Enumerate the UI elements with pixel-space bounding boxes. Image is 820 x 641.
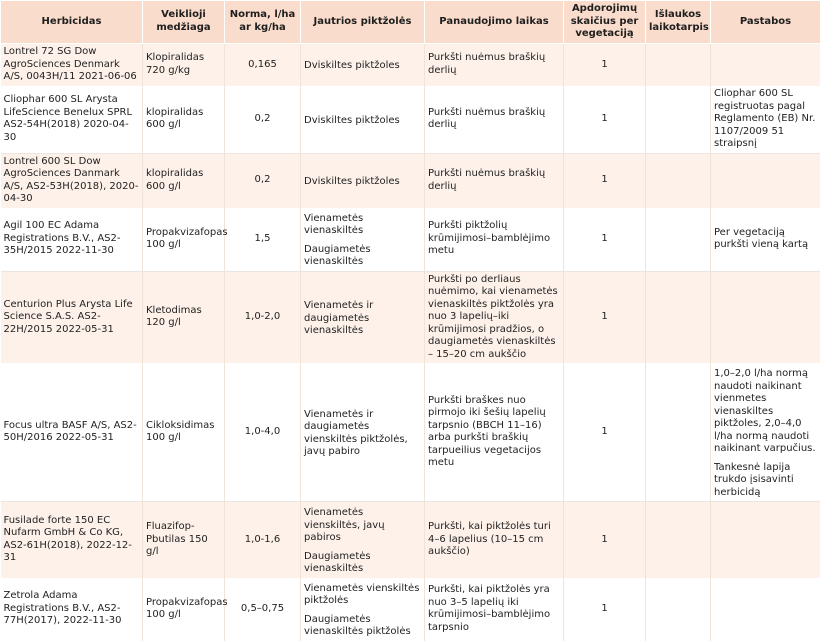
- cell-islaukos: [646, 502, 711, 578]
- cell-laikas: Purkšti po derliaus nuėmimo, kai vienametės vienaskiltės piktžolės yra nuo 3 lapelių–iki krūmijimosi pradžios, o daugiametės vienaskiltės – 15–20 cm aukščio: [425, 271, 564, 363]
- cell-herbicidas: Centurion Plus Arysta Life Science S.A.S. AS2-22H/2015 2022-05-31: [1, 271, 143, 363]
- cell-herbicidas: Fusilade forte 150 EC Nufarm GmbH & Co KG, AS2-61H(2018), 2022-12-31: [1, 502, 143, 578]
- cell-veiklioji: Klopiralidas 720 g/kg: [143, 43, 225, 86]
- cell-veiklioji: Propakvizafopas 100 g/l: [143, 208, 225, 272]
- cell-pastabos: [711, 43, 820, 86]
- cell-pastabos: [711, 502, 820, 578]
- jautrios-item: Vienametės ir daugiametės vienaskiltės: [304, 300, 421, 338]
- cell-laikas: Purkšti braškes nuo pirmojo iki šešių lapelių tarpsnio (BBCH 11–16) arba purkšti braškių tarpueilius vegetacijos metu: [425, 363, 564, 502]
- cell-islaukos: [646, 43, 711, 86]
- col-header-laikas: Panaudojimo laikas: [425, 1, 564, 44]
- table-row: [1, 578, 820, 641]
- cell-apdorojimu: 1: [564, 43, 646, 86]
- cell-apdorojimu: 1: [564, 578, 646, 641]
- table-row: [1, 86, 820, 153]
- cell-pastabos: [711, 363, 820, 502]
- cell-jautrios: [301, 86, 425, 153]
- col-header-veiklioji: Veiklioji medžiaga: [143, 1, 225, 44]
- cell-veiklioji: klopiralidas 600 g/l: [143, 86, 225, 153]
- cell-laikas: Purkšti piktžolių krūmijimosi–bamblėjimo metu: [425, 208, 564, 272]
- cell-islaukos: [646, 578, 711, 641]
- col-header-apdorojimu: Apdorojimų skaičius per vegetaciją: [564, 1, 646, 44]
- cell-herbicidas: Lontrel 72 SG Dow AgroSciences Denmark A/S, 0043H/11 2021-06-06: [1, 43, 143, 86]
- jautrios-item: Dviskiltes piktžoles: [304, 60, 421, 73]
- cell-jautrios: [301, 153, 425, 208]
- cell-islaukos: [646, 363, 711, 502]
- col-header-norma: Norma, l/ha ar kg/ha: [225, 1, 301, 44]
- table-row: [1, 363, 820, 502]
- cell-laikas: Purkšti nuėmus braškių derlių: [425, 86, 564, 153]
- pastabos-item: Per vegetaciją purkšti vieną kartą: [714, 227, 808, 251]
- cell-islaukos: [646, 208, 711, 272]
- cell-apdorojimu: 1: [564, 86, 646, 153]
- col-header-pastabos: Pastabos: [711, 1, 820, 44]
- header-row: [1, 1, 820, 44]
- cell-pastabos: [711, 153, 820, 208]
- cell-islaukos: [646, 271, 711, 363]
- jautrios-item: Vienametės ir daugiametės vienskiltės piktžolės, javų pabiro: [304, 409, 421, 459]
- cell-herbicidas: Cliophar 600 SL Arysta LifeScience Benelux SPRL AS2-54H(2018) 2020-04-30: [1, 86, 143, 153]
- cell-laikas: Purkšti, kai piktžolės yra nuo 3–5 lapelių iki krūmijimosi–bamblėjimo tarpsnio: [425, 578, 564, 641]
- cell-jautrios: [301, 363, 425, 502]
- cell-norma: 1,0-2,0: [225, 271, 301, 363]
- cell-veiklioji: Fluazifop-Pbutilas 150 g/l: [143, 502, 225, 578]
- jautrios-item: Vienametės vienskiltės piktžolės: [304, 583, 421, 608]
- cell-laikas: Purkšti, kai piktžolės turi 4–6 lapelius (10–15 cm aukščio): [425, 502, 564, 578]
- cell-apdorojimu: 1: [564, 502, 646, 578]
- cell-norma: 1,0-4,0: [225, 363, 301, 502]
- cell-norma: 0,5–0,75: [225, 578, 301, 641]
- col-header-islaukos: Išlaukos laikotarpis: [646, 1, 711, 44]
- col-header-herbicidas: Herbicidas: [1, 1, 143, 44]
- cell-islaukos: [646, 153, 711, 208]
- cell-islaukos: [646, 86, 711, 153]
- cell-jautrios: [301, 43, 425, 86]
- table-row: [1, 208, 820, 272]
- table-row: [1, 153, 820, 208]
- jautrios-item: Daugiametės vienaskiltės: [304, 551, 421, 576]
- cell-pastabos: [711, 86, 820, 153]
- pastabos-item: 1,0–2,0 l/ha normą naudoti naikinant vienmetes vienaskiltes piktžoles, 2,0–4,0 l/ha normą naudoti naikinant varpučius.: [714, 368, 817, 456]
- col-header-jautrios: Jautrios piktžolės: [301, 1, 425, 44]
- cell-jautrios: [301, 578, 425, 641]
- cell-norma: 0,165: [225, 43, 301, 86]
- cell-jautrios: [301, 271, 425, 363]
- cell-herbicidas: Focus ultra BASF A/S, AS2-50H/2016 2022-05-31: [1, 363, 143, 502]
- jautrios-item: Daugiametės vienaskiltės: [304, 244, 421, 269]
- jautrios-item: Vienametės vienaskiltės: [304, 213, 421, 238]
- cell-norma: 0,2: [225, 153, 301, 208]
- cell-norma: 1,5: [225, 208, 301, 272]
- cell-veiklioji: Kletodimas 120 g/l: [143, 271, 225, 363]
- cell-norma: 1,0-1,6: [225, 502, 301, 578]
- cell-apdorojimu: 1: [564, 208, 646, 272]
- cell-laikas: Purkšti nuėmus braškių derlių: [425, 153, 564, 208]
- pastabos-item: Tankesnė lapija trukdo įsisavinti herbicidą: [714, 462, 817, 500]
- jautrios-item: Dviskiltes piktžoles: [304, 176, 421, 189]
- jautrios-item: Daugiametės vienaskiltės piktžolės: [304, 614, 421, 639]
- pastabos-item: Cliophar 600 SL registruotas pagal Reglamento (EB) Nr. 1107/2009 51 straipsnį: [714, 88, 815, 149]
- cell-pastabos: [711, 208, 820, 272]
- cell-apdorojimu: 1: [564, 153, 646, 208]
- cell-laikas: Purkšti nuėmus braškių derlių: [425, 43, 564, 86]
- cell-veiklioji: Propakvizafopas 100 g/l: [143, 578, 225, 641]
- cell-herbicidas: Zetrola Adama Registrations B.V., AS2-77H(2017), 2022-11-30: [1, 578, 143, 641]
- cell-pastabos: [711, 578, 820, 641]
- cell-jautrios: [301, 208, 425, 272]
- cell-apdorojimu: 1: [564, 363, 646, 502]
- cell-herbicidas: Agil 100 EC Adama Registrations B.V., AS2-35H/2015 2022-11-30: [1, 208, 143, 272]
- cell-norma: 0,2: [225, 86, 301, 153]
- jautrios-item: Vienametės vienskiltės, javų pabiros: [304, 507, 421, 545]
- cell-veiklioji: klopiralidas 600 g/l: [143, 153, 225, 208]
- cell-apdorojimu: 1: [564, 271, 646, 363]
- jautrios-item: Dviskiltes piktžoles: [304, 115, 421, 128]
- cell-pastabos: [711, 271, 820, 363]
- table-row: [1, 43, 820, 86]
- cell-herbicidas: Lontrel 600 SL Dow AgroSciences Danmark A/S, AS2-53H(2018), 2020-04-30: [1, 153, 143, 208]
- table-row: [1, 502, 820, 578]
- cell-jautrios: [301, 502, 425, 578]
- cell-veiklioji: Cikloksidimas 100 g/l: [143, 363, 225, 502]
- table-row: [1, 271, 820, 363]
